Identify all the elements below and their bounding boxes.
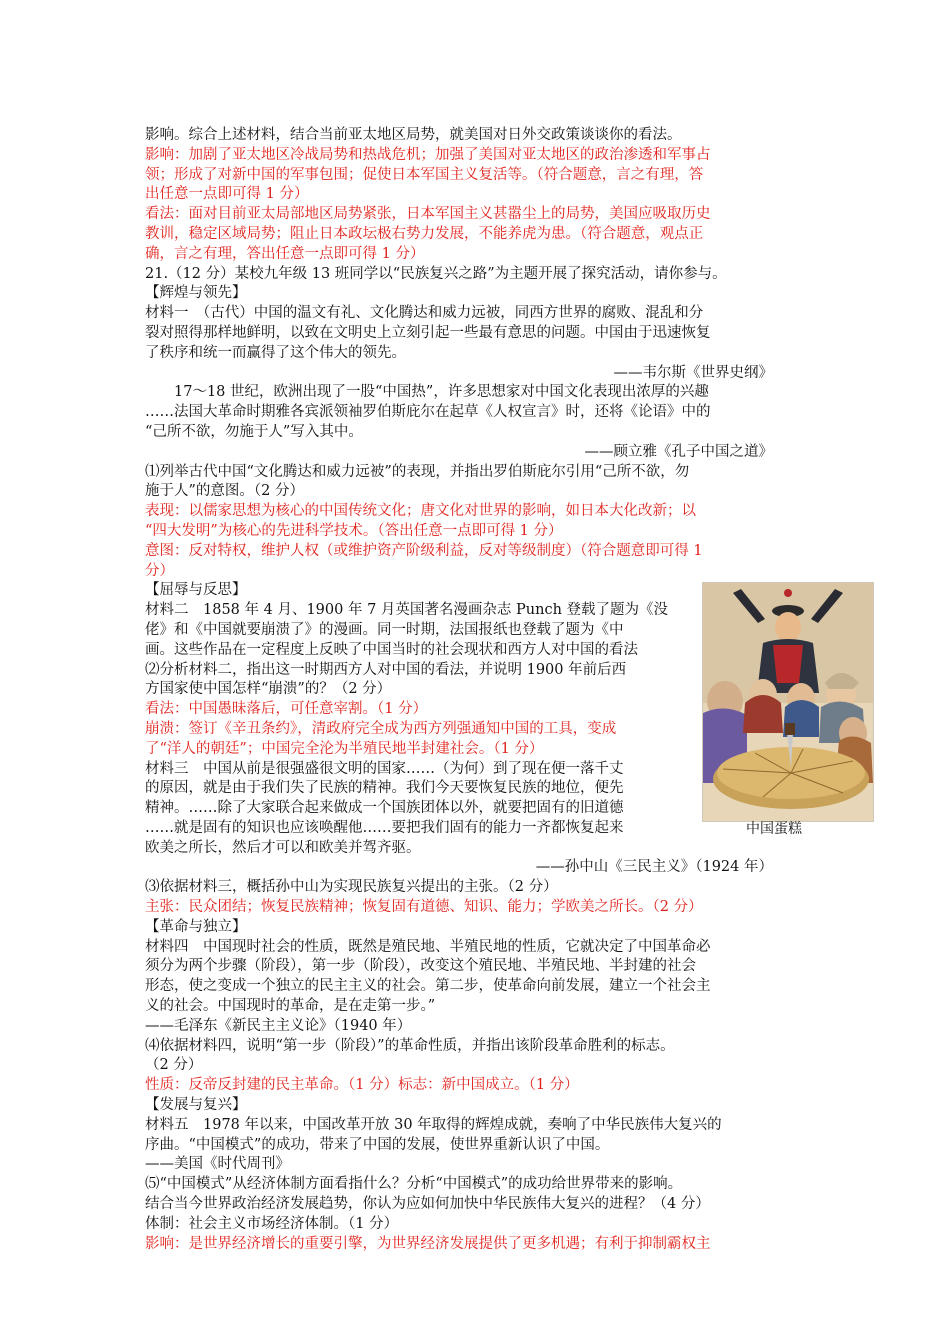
cartoon-drawing (703, 583, 873, 821)
question-line: ⑷依据材料四，说明“第一步（阶段）”的革命性质，并指出该阶段革命胜利的标志。 (145, 1037, 675, 1054)
material-line: 义的社会。中国现时的革命，是在走第一步。” (145, 998, 436, 1015)
figure-caption: 中国蛋糕 (746, 821, 802, 837)
material-line: 须分为两个步骤（阶段），第一步（阶段），改变这个殖民地、半殖民地、半封建的社会 (145, 958, 696, 975)
material-line: ……就是固有的知识也应该唤醒他……要把我们固有的能力一齐都恢复起来 (145, 819, 624, 836)
answer-line: 影响：是世界经济增长的重要引擎，为世界经济发展提供了更多机遇；有利于抑制霸权主 (145, 1235, 711, 1252)
answer-line: 意图：反对特权，维护人权（或维护资产阶级利益，反对等级制度）（符合题意即可得 1 (145, 542, 703, 559)
answer-line: “四大发明”为核心的先进科学技术。（答出任意一点即可得 1 分） (145, 522, 563, 539)
answer-line: 主张：民众团结；恢复民族精神；恢复固有道德、知识、能力；学欧美之所长。（2 分） (145, 899, 703, 916)
material-line: 序曲。“中国模式”的成功，带来了中国的发展，使世界重新认识了中国。 (145, 1136, 610, 1153)
material-line: 材料三 中国从前是很强盛很文明的国家……（为何）到了现在便一落千丈 (145, 760, 624, 777)
answer-line: 出任意一点即可得 1 分） (145, 186, 309, 203)
answer-line: 教训，稳定区域局势；阻止日本政坛极右势力发展，不能养虎为患。（符合题意，观点正 (145, 225, 704, 242)
source-citation: ——孙中山《三民主义》（1924 年） (535, 859, 773, 876)
question-title: 21.（12 分）某校九年级 13 班同学以“民族复兴之路”为主题开展了探究活动，请你参与。 (145, 265, 727, 282)
material-line: 的原因，就是由于我们失了民族的精神。我们今天要恢复民族的地位，便先 (145, 780, 624, 797)
answer-line: 体制：社会主义市场经济体制。（1 分） (145, 1215, 399, 1232)
answer-line: 表现：以儒家思想为核心的中国传统文化；唐文化对世界的影响，如日本大化改新；以 (145, 503, 696, 520)
answer-line: 确，言之有理，答出任意一点即可得 1 分） (145, 245, 425, 262)
material-line: 画。这些作品在一定程度上反映了中国当时的社会现状和西方人对中国的看法 (145, 641, 638, 658)
answer-line: 分） (145, 562, 174, 579)
question-line: ⑸“中国模式”从经济体制方面看指什么？分析“中国模式”的成功给世界带来的影响。 (145, 1176, 683, 1193)
question-line: 施于人”的意图。（2 分） (145, 483, 304, 500)
answer-line: 崩溃：签订《辛丑条约》，清政府完全成为西方列强通知中国的工具，变成 (145, 720, 617, 737)
material-line: 形态，使之变成一个独立的民主主义的社会。第二步，使革命向前发展，建立一个社会主 (145, 978, 711, 995)
answer-line: 领；形成了对新中国的军事包围；促使日本军国主义复活等。（符合题意，言之有理，答 (145, 166, 704, 183)
source-citation: ——美国《时代周刊》 (145, 1156, 290, 1173)
question-line: ⑶依据材料三，概括孙中山为实现民族复兴提出的主张。（2 分） (145, 879, 558, 896)
material-line: “己所不欲，勿施于人”写入其中。 (145, 423, 363, 440)
answer-line: 了“洋人的朝廷”；中国完全沦为半殖民地半封建社会。（1 分） (145, 740, 544, 757)
section-heading: 【革命与独立】 (145, 918, 247, 935)
question-line: （2 分） (145, 1057, 203, 1074)
material-line: 精神。……除了大家联合起来做成一个国族团体以外，就要把固有的旧道德 (145, 800, 624, 817)
material-line: ……法国大革命时期雅各宾派领袖罗伯斯庇尔在起草《人权宣言》时，还将《论语》中的 (145, 404, 711, 421)
section-heading: 【辉煌与领先】 (145, 285, 247, 302)
material-line: 佬》和《中国就要崩溃了》的漫画。同一时期，法国报纸也登载了题为《中 (145, 621, 624, 638)
section-heading: 【发展与复兴】 (145, 1097, 247, 1114)
material-line: 材料四 中国现时社会的性质，既然是殖民地、半殖民地的性质，它就决定了中国革命必 (145, 938, 711, 955)
cartoon-illustration (702, 582, 874, 822)
answer-line: 看法：面对目前亚太局部地区局势紧张，日本军国主义甚嚣尘上的局势，美国应吸取历史 (145, 206, 711, 223)
material-line: 17～18 世纪，欧洲出现了一股“中国热”，许多思想家对中国文化表现出浓厚的兴趣 (174, 384, 709, 401)
question-line: 结合当今世界政治经济发展趋势，你认为应如何加快中华民族伟大复兴的进程？（4 分） (145, 1196, 710, 1213)
material-line: 欧美之所长，然后才可以和欧美并驾齐驱。 (145, 839, 421, 856)
answer-line: 影响：加剧了亚太地区冷战局势和热战危机；加强了美国对亚太地区的政治渗透和军事占 (145, 146, 711, 163)
section-heading: 【屈辱与反思】 (145, 582, 247, 599)
question-line: ⑴列举古代中国“文化腾达和威力远被”的表现，并指出罗伯斯庇尔引用“己所不欲，勿 (145, 463, 690, 480)
question-line: ⑵分析材料二，指出这一时期西方人对中国的看法，并说明 1900 年前后西 (145, 661, 627, 678)
source-citation: ——韦尔斯《世界史纲》 (613, 364, 773, 381)
material-line: 了秩序和统一而赢得了这个伟大的领先。 (145, 344, 406, 361)
answer-line: 看法：中国愚昧落后，可任意宰割。（1 分） (145, 701, 428, 718)
answer-line: 性质：反帝反封建的民主革命。（1 分）标志：新中国成立。（1 分） (145, 1077, 579, 1094)
material-line: 材料一 （古代）中国的温文有礼、文化腾达和威力远被，同西方世界的腐败、混乱和分 (145, 305, 704, 322)
material-line: 裂对照得那样地鲜明，以致在文明史上立刻引起一些最有意思的问题。中国由于迅速恢复 (145, 324, 711, 341)
text-line: 影响。综合上述材料，结合当前亚太地区局势，就美国对日外交政策谈谈你的看法。 (145, 127, 682, 143)
material-line: 材料五 1978 年以来，中国改革开放 30 年取得的辉煌成就，奏响了中华民族伟大复兴的 (145, 1116, 722, 1133)
source-citation: ——顾立雅《孔子中国之道》 (584, 443, 773, 460)
question-line: 方国家使中国怎样“崩溃”的？（2 分） (145, 681, 392, 698)
source-citation: ——毛泽东《新民主主义论》（1940 年） (145, 1017, 412, 1034)
material-line: 材料二 1858 年 4 月、1900 年 7 月英国著名漫画杂志 Punch 登载了题为《没 (145, 602, 669, 619)
